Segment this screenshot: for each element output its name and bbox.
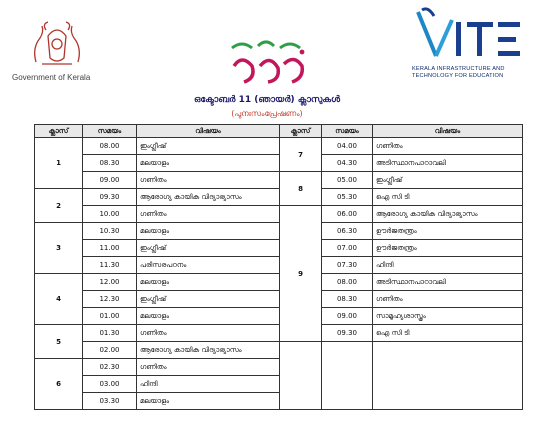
time-cell: 07.30 bbox=[322, 257, 373, 274]
col-class-right: ക്ലാസ് bbox=[280, 125, 322, 138]
time-cell: 08.00 bbox=[83, 138, 137, 155]
class-number: 3 bbox=[35, 223, 83, 274]
table-row bbox=[35, 223, 523, 240]
subject-cell: ഗണിതം bbox=[137, 325, 280, 342]
time-cell: 05.00 bbox=[322, 172, 373, 189]
subject-cell: ഇംഗ്ലീഷ് bbox=[137, 240, 280, 257]
schedule-title: ഒക്ടോബർ 11 (ഞായർ) ക്ലാസുകൾ bbox=[193, 95, 341, 105]
time-cell: 10.30 bbox=[83, 223, 137, 240]
time-cell: 12.00 bbox=[83, 274, 137, 291]
time-cell: 08.00 bbox=[322, 274, 373, 291]
col-time: സമയം bbox=[83, 125, 137, 138]
kerala-emblem-icon bbox=[28, 18, 86, 70]
subject-cell: മലയാളം bbox=[137, 393, 280, 410]
kite-caption bbox=[412, 66, 532, 80]
time-cell: 09.30 bbox=[83, 189, 137, 206]
government-label: Government of Kerala bbox=[12, 73, 91, 82]
subject-cell: ഗണിതം bbox=[137, 359, 280, 376]
time-cell: 06.00 bbox=[322, 206, 373, 223]
empty-cell bbox=[322, 342, 373, 410]
table-body bbox=[35, 138, 523, 410]
time-cell: 09.00 bbox=[83, 172, 137, 189]
kite-caption-line-1: KERALA INFRASTRUCTURE AND bbox=[412, 66, 505, 72]
class-number: 2 bbox=[35, 189, 83, 223]
time-cell: 09.00 bbox=[322, 308, 373, 325]
kite-caption-line-2: TECHNOLOGY FOR EDUCATION bbox=[412, 73, 504, 79]
time-cell: 02.00 bbox=[83, 342, 137, 359]
time-cell: 11.30 bbox=[83, 257, 137, 274]
empty-cell bbox=[280, 342, 322, 410]
table-row bbox=[35, 155, 523, 172]
class-number: 4 bbox=[35, 274, 83, 325]
class-number: 7 bbox=[280, 138, 322, 172]
time-cell: 04.00 bbox=[322, 138, 373, 155]
subject-cell: ആരോഗ്യ കായിക വിദ്യാഭ്യാസം bbox=[137, 342, 280, 359]
subject-cell: മലയാളം bbox=[137, 308, 280, 325]
subject-cell: അടിസ്ഥാനപാഠാവലി bbox=[373, 155, 523, 172]
subject-cell: ഇംഗ്ലീഷ് bbox=[137, 291, 280, 308]
class-number: 9 bbox=[280, 206, 322, 342]
subject-cell: ഗണിതം bbox=[373, 291, 523, 308]
time-cell: 03.00 bbox=[83, 376, 137, 393]
subject-cell: സാമൂഹ്യശാസ്ത്രം bbox=[373, 308, 523, 325]
subject-cell: അടിസ്ഥാനപാഠാവലി bbox=[373, 274, 523, 291]
time-cell: 12.30 bbox=[83, 291, 137, 308]
time-cell: 10.00 bbox=[83, 206, 137, 223]
table-row bbox=[35, 257, 523, 274]
time-cell: 04.30 bbox=[322, 155, 373, 172]
col-class: ക്ലാസ് bbox=[35, 125, 83, 138]
subject-cell: ഹിന്ദി bbox=[373, 257, 523, 274]
subject-cell: ഗണിതം bbox=[137, 206, 280, 223]
time-cell: 06.30 bbox=[322, 223, 373, 240]
table-row bbox=[35, 138, 523, 155]
table-row bbox=[35, 325, 523, 342]
time-cell: 05.30 bbox=[322, 189, 373, 206]
table-row bbox=[35, 308, 523, 325]
table-row bbox=[35, 274, 523, 291]
first-bell-logo-icon bbox=[222, 36, 314, 90]
subject-cell: ഹിന്ദി bbox=[137, 376, 280, 393]
time-cell: 11.00 bbox=[83, 240, 137, 257]
schedule-table bbox=[34, 124, 523, 410]
empty-cell bbox=[373, 342, 523, 410]
subject-cell: മലയാളം bbox=[137, 155, 280, 172]
subject-cell: ഗണിതം bbox=[373, 138, 523, 155]
table-row bbox=[35, 240, 523, 257]
table-row bbox=[35, 189, 523, 206]
table-row bbox=[35, 291, 523, 308]
table-row bbox=[35, 172, 523, 189]
time-cell: 09.30 bbox=[322, 325, 373, 342]
table-row bbox=[35, 342, 523, 359]
class-number: 5 bbox=[35, 325, 83, 359]
time-cell: 08.30 bbox=[83, 155, 137, 172]
col-subject: വിഷയം bbox=[137, 125, 280, 138]
subject-cell: മലയാളം bbox=[137, 274, 280, 291]
time-cell: 07.00 bbox=[322, 240, 373, 257]
schedule-subtitle: (പുനഃസംപ്രേഷണം) bbox=[231, 109, 303, 118]
subject-cell: ആരോഗ്യ കായിക വിദ്യാഭ്യാസം bbox=[373, 206, 523, 223]
class-number: 8 bbox=[280, 172, 322, 206]
col-time-right: സമയം bbox=[322, 125, 373, 138]
table-header-row bbox=[35, 125, 523, 138]
subject-cell: ഊർജതന്ത്രം bbox=[373, 240, 523, 257]
subject-cell: ഊർജതന്ത്രം bbox=[373, 223, 523, 240]
subject-cell: മലയാളം bbox=[137, 223, 280, 240]
kite-logo-icon bbox=[412, 6, 522, 66]
table-row bbox=[35, 206, 523, 223]
time-cell: 02.30 bbox=[83, 359, 137, 376]
class-number: 6 bbox=[35, 359, 83, 410]
subject-cell: ഐ സി ടി bbox=[373, 189, 523, 206]
subject-cell: ഇംഗ്ലീഷ് bbox=[373, 172, 523, 189]
subject-cell: ആരോഗ്യ കായിക വിദ്യാഭ്യാസം bbox=[137, 189, 280, 206]
time-cell: 01.30 bbox=[83, 325, 137, 342]
subject-cell: പരിസരപഠനം bbox=[137, 257, 280, 274]
col-subject-right: വിഷയം bbox=[373, 125, 523, 138]
subject-cell: ഇംഗ്ലീഷ് bbox=[137, 138, 280, 155]
subject-cell: ഗണിതം bbox=[137, 172, 280, 189]
subject-cell: ഐ സി ടി bbox=[373, 325, 523, 342]
time-cell: 01.00 bbox=[83, 308, 137, 325]
time-cell: 08.30 bbox=[322, 291, 373, 308]
class-number: 1 bbox=[35, 138, 83, 189]
time-cell: 03.30 bbox=[83, 393, 137, 410]
